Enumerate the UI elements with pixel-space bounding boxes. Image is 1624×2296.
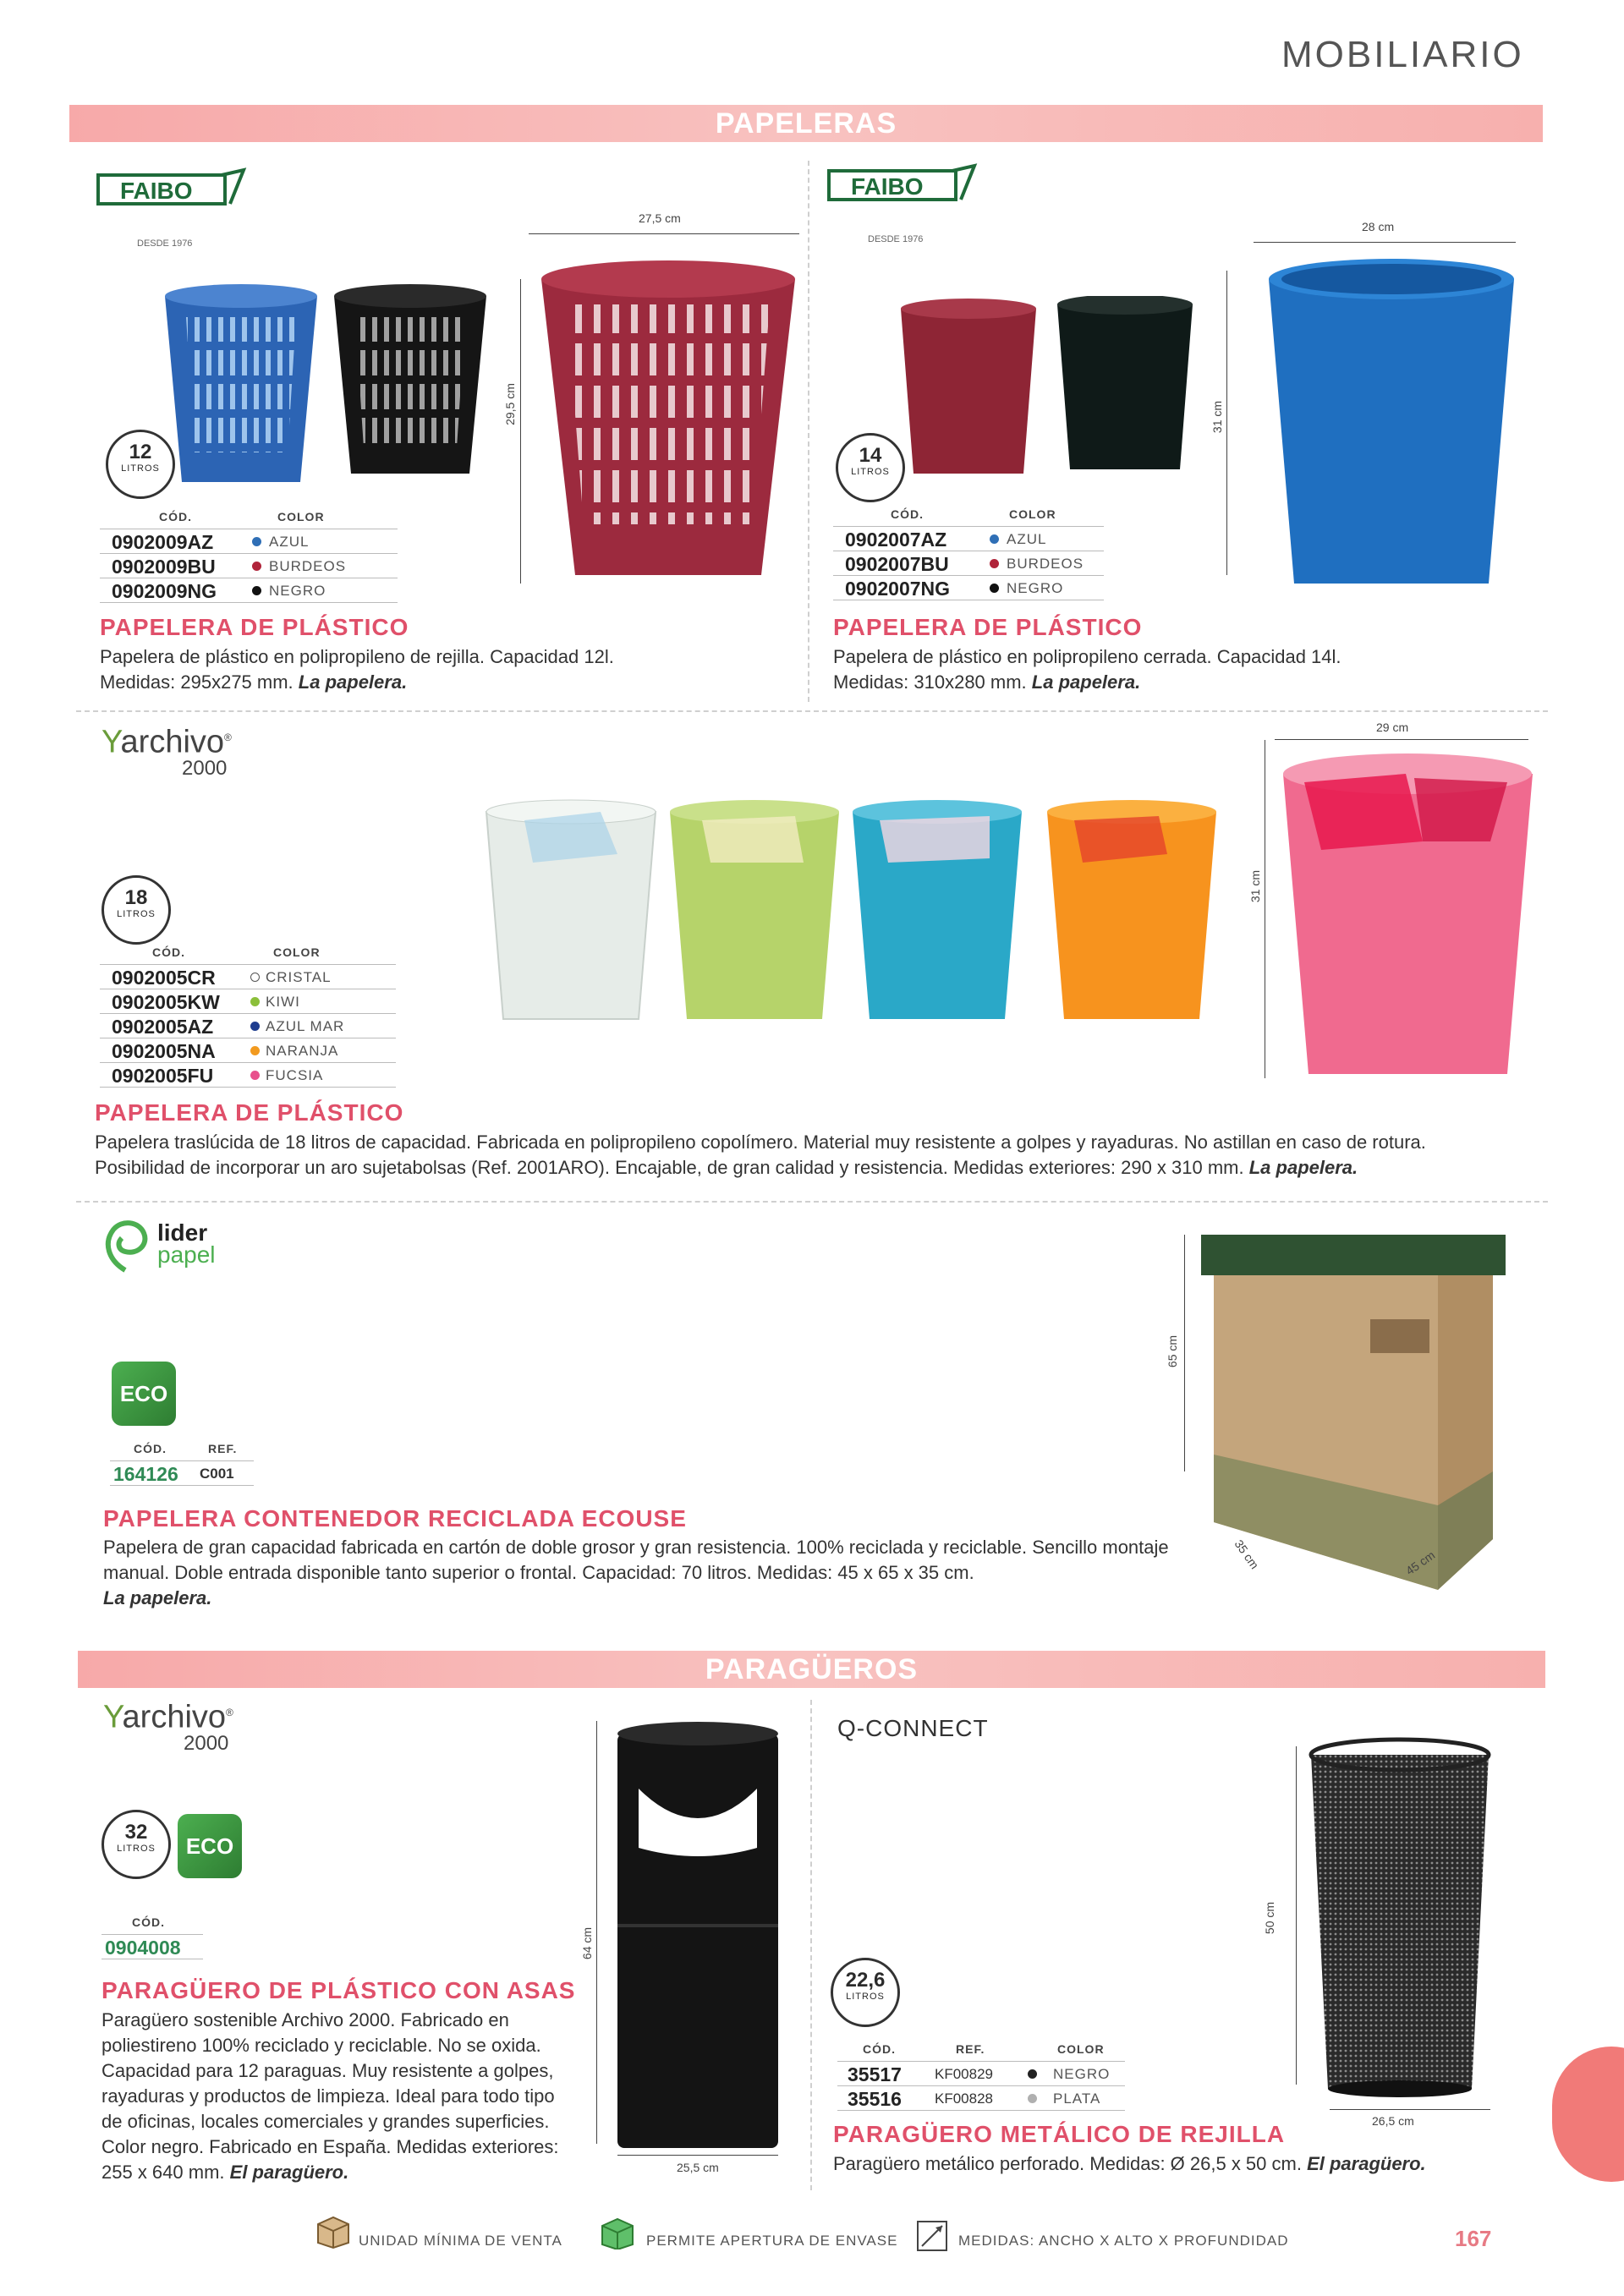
table-row: 0902009AZ AZUL xyxy=(100,529,398,553)
capacity-value: 32 xyxy=(124,1821,148,1844)
umbrella-stand-plastic-image xyxy=(613,1721,782,2152)
band-papeleras: PAPELERAS xyxy=(69,105,1543,142)
band-paragueros: PARAGÜEROS xyxy=(78,1651,1545,1688)
table-row: 0902007AZ AZUL xyxy=(833,526,1104,551)
dim-line-height-4 xyxy=(1184,1235,1185,1471)
dim-width-1: 27,5 cm xyxy=(639,211,681,225)
color-dot xyxy=(250,1046,260,1055)
capacity-unit: LITROS xyxy=(846,1992,885,2002)
capacity-unit: LITROS xyxy=(121,463,160,474)
dim-line-width-2 xyxy=(1254,242,1516,243)
section-title: MOBILIARIO xyxy=(1281,34,1524,75)
table-row: 0902005CR CRISTAL xyxy=(100,964,396,989)
open-box-icon xyxy=(599,2216,636,2254)
color-dot xyxy=(250,1071,260,1080)
col-code: CÓD. xyxy=(134,1442,167,1455)
basket-large-burgundy xyxy=(533,254,804,584)
col-color: COLOR xyxy=(277,510,325,523)
capacity-unit: LITROS xyxy=(117,909,156,919)
col-color: COLOR xyxy=(1009,507,1056,521)
table-row: 0902005NA NARANJA xyxy=(100,1038,396,1062)
basket-group-1 xyxy=(156,279,529,499)
dim-height-1: 29,5 cm xyxy=(502,383,517,425)
archivo-logo: Yarchivo® 2000 xyxy=(103,1699,233,1755)
dim-line-height-1 xyxy=(520,279,521,584)
archivo-logo: Yarchivo® 2000 xyxy=(102,724,232,780)
product-desc-4: Papelera de gran capacidad fabricada en cartón de doble grosor y gran resistencia. 100% reciclada y reciclable. Sencillo montaje manual. Doble entrada disponible tanto superior o frontal. Capacidad: 70 litros. Medidas: 45 x 65 x 35 cm. La papelera. xyxy=(103,1537,1169,1608)
product-title-5: PARAGÜERO DE PLÁSTICO CON ASAS xyxy=(102,1977,576,2003)
eco-badge: ECO xyxy=(178,1814,242,1878)
footer-min-unit: UNIDAD MÍNIMA DE VENTA xyxy=(359,2233,562,2249)
divider-vertical xyxy=(810,1700,812,2190)
lider-papel-logo: lider papel xyxy=(100,1218,269,1277)
table-row: 164126 C001 xyxy=(110,1460,254,1486)
page-tab xyxy=(1552,2047,1624,2182)
capacity-value: 12 xyxy=(129,441,152,463)
dim-height-2: 31 cm xyxy=(1210,400,1225,434)
col-color: COLOR xyxy=(1057,2042,1105,2056)
dim-width-5: 25,5 cm xyxy=(677,2161,719,2174)
translucent-bin-large-pink xyxy=(1279,748,1537,1078)
capacity-badge-5 xyxy=(102,1810,171,1879)
color-dot xyxy=(250,1022,260,1031)
divider-vertical xyxy=(808,161,809,702)
dim-width-2: 28 cm xyxy=(1362,220,1395,233)
dim-line-height-6 xyxy=(1296,1746,1297,2085)
table-row: 0904008 xyxy=(102,1934,203,1959)
dim-height-6: 50 cm xyxy=(1263,1901,1277,1935)
faibo-tagline: DESDE 1976 xyxy=(868,234,924,244)
faibo-tagline: DESDE 1976 xyxy=(137,238,193,249)
dim-line-width-1 xyxy=(529,233,799,234)
faibo-logo xyxy=(95,165,247,249)
col-ref: REF. xyxy=(956,2042,985,2056)
dim-height-5: 64 cm xyxy=(580,1926,595,1960)
dim-line-width-3 xyxy=(1275,739,1528,740)
box-icon xyxy=(315,2216,352,2254)
col-ref: REF. xyxy=(208,1442,238,1455)
col-code: CÓD. xyxy=(863,2042,896,2056)
table-row: 35517 KF00829 NEGRO xyxy=(837,2061,1125,2085)
qconnect-logo: Q-CONNECT xyxy=(837,1715,989,1741)
table-row: 35516 KF00828 PLATA xyxy=(837,2085,1125,2111)
product-desc-1: Papelera de plástico en polipropileno de rejilla. Capacidad 12l. Medidas: 295x275 mm. La papelera. xyxy=(100,646,614,693)
product-desc-6: Paragüero metálico perforado. Medidas: Ø 26,5 x 50 cm. El paragüero. xyxy=(833,2153,1426,2174)
table-row: 0902007NG NEGRO xyxy=(833,575,1104,600)
col-code: CÓD. xyxy=(891,507,924,521)
translucent-bins-row xyxy=(482,795,1226,1032)
table-row: 0902009BU BURDEOS xyxy=(100,553,398,578)
table-row: 0902005FU FUCSIA xyxy=(100,1062,396,1088)
color-dot xyxy=(1028,2094,1037,2103)
capacity-badge-2 xyxy=(836,433,905,502)
bin-large-blue xyxy=(1260,254,1522,592)
code-table-3 xyxy=(100,945,396,1088)
col-code: CÓD. xyxy=(159,510,192,523)
footer-measures: MEDIDAS: ANCHO X ALTO X PROFUNDIDAD xyxy=(958,2233,1289,2249)
dim-width-3: 29 cm xyxy=(1376,721,1409,734)
dim-width-6: 26,5 cm xyxy=(1372,2114,1414,2128)
code-table-1 xyxy=(100,510,398,603)
umbrella-stand-metal-image xyxy=(1303,1734,1497,2097)
page-number: 167 xyxy=(1455,2226,1492,2251)
faibo-logo xyxy=(826,161,978,244)
code-table-2 xyxy=(833,507,1104,600)
capacity-value: 22,6 xyxy=(845,1969,886,1992)
dim-line-height-2 xyxy=(1226,271,1227,575)
product-title-2: PAPELERA DE PLÁSTICO xyxy=(833,614,1143,640)
table-row: 0902005KW KIWI xyxy=(100,989,396,1013)
measure-icon xyxy=(915,2219,949,2257)
dim-depth-4: 35 cm xyxy=(1232,1537,1262,1572)
product-title-4: PAPELERA CONTENEDOR RECICLADA ECOUSE xyxy=(103,1505,687,1532)
divider-horizontal xyxy=(76,710,1548,712)
color-dot xyxy=(252,586,261,595)
color-dot xyxy=(990,559,999,568)
dim-width-4: 45 cm xyxy=(1402,1548,1438,1578)
dim-height-4: 65 cm xyxy=(1166,1334,1180,1368)
bin-group-2 xyxy=(897,296,1201,482)
svg-text:FAIBO: FAIBO xyxy=(120,178,193,204)
color-dot xyxy=(252,562,261,571)
color-dot xyxy=(252,537,261,546)
dim-line-width-5 xyxy=(617,2155,778,2156)
color-dot xyxy=(1028,2069,1037,2079)
product-title-1: PAPELERA DE PLÁSTICO xyxy=(100,614,409,640)
dim-line-height-5 xyxy=(596,1721,597,2144)
color-dot xyxy=(990,534,999,544)
color-dot xyxy=(250,997,260,1006)
table-row: 0902007BU BURDEOS xyxy=(833,551,1104,575)
dim-height-3: 31 cm xyxy=(1248,869,1263,903)
table-row: 0902009NG NEGRO xyxy=(100,578,398,603)
capacity-value: 18 xyxy=(124,886,148,909)
product-title-3: PAPELERA DE PLÁSTICO xyxy=(95,1099,404,1126)
product-desc-3: Papelera traslúcida de 18 litros de capacidad. Fabricada en polipropileno copolímero. Material muy resistente a golpes y rayaduras. No astillan en caso de rotura. Posibilidad de incorporar un aro sujetabolsas (Ref. 2001ARO). Encajable, de gran calidad y resistencia. Medidas exteriores: 290 x 310 mm. La papelera. xyxy=(95,1132,1426,1178)
table-row: 0902005AZ AZUL MAR xyxy=(100,1013,396,1038)
svg-text:FAIBO: FAIBO xyxy=(851,173,924,200)
capacity-badge-1 xyxy=(106,430,175,499)
col-code: CÓD. xyxy=(152,945,185,959)
product-desc-2: Papelera de plástico en polipropileno cerrada. Capacidad 14l. Medidas: 310x280 mm. La papelera. xyxy=(833,646,1341,693)
dim-line-width-6 xyxy=(1330,2109,1490,2110)
code-table-5 xyxy=(102,1915,203,1959)
col-code: CÓD. xyxy=(132,1915,165,1929)
capacity-badge-6 xyxy=(831,1958,900,2027)
product-title-6: PARAGÜERO METÁLICO DE REJILLA xyxy=(833,2121,1286,2147)
code-table-6 xyxy=(837,2042,1125,2111)
code-table-4 xyxy=(110,1442,254,1486)
capacity-unit: LITROS xyxy=(117,1844,156,1854)
divider-horizontal xyxy=(76,1201,1548,1203)
col-color: COLOR xyxy=(273,945,321,959)
color-dot xyxy=(250,973,260,982)
color-dot xyxy=(990,584,999,593)
capacity-value: 14 xyxy=(859,444,882,467)
capacity-badge-3 xyxy=(102,875,171,945)
footer-open-pack: PERMITE APERTURA DE ENVASE xyxy=(646,2233,898,2249)
capacity-unit: LITROS xyxy=(851,467,890,477)
eco-badge: ECO xyxy=(112,1362,176,1426)
product-desc-5: Paragüero sostenible Archivo 2000. Fabricado en poliestireno 100% reciclado y reciclable. No se oxida. Capacidad para 12 paraguas. Muy resistente a golpes, rayaduras y productos de limpieza. Ideal para todo tipo de oficinas, locales comerciales y grandes superficies. Color negro. Fabricado en España. Medidas exteriores: 255 x 640 mm. El paragüero. xyxy=(102,2009,559,2183)
